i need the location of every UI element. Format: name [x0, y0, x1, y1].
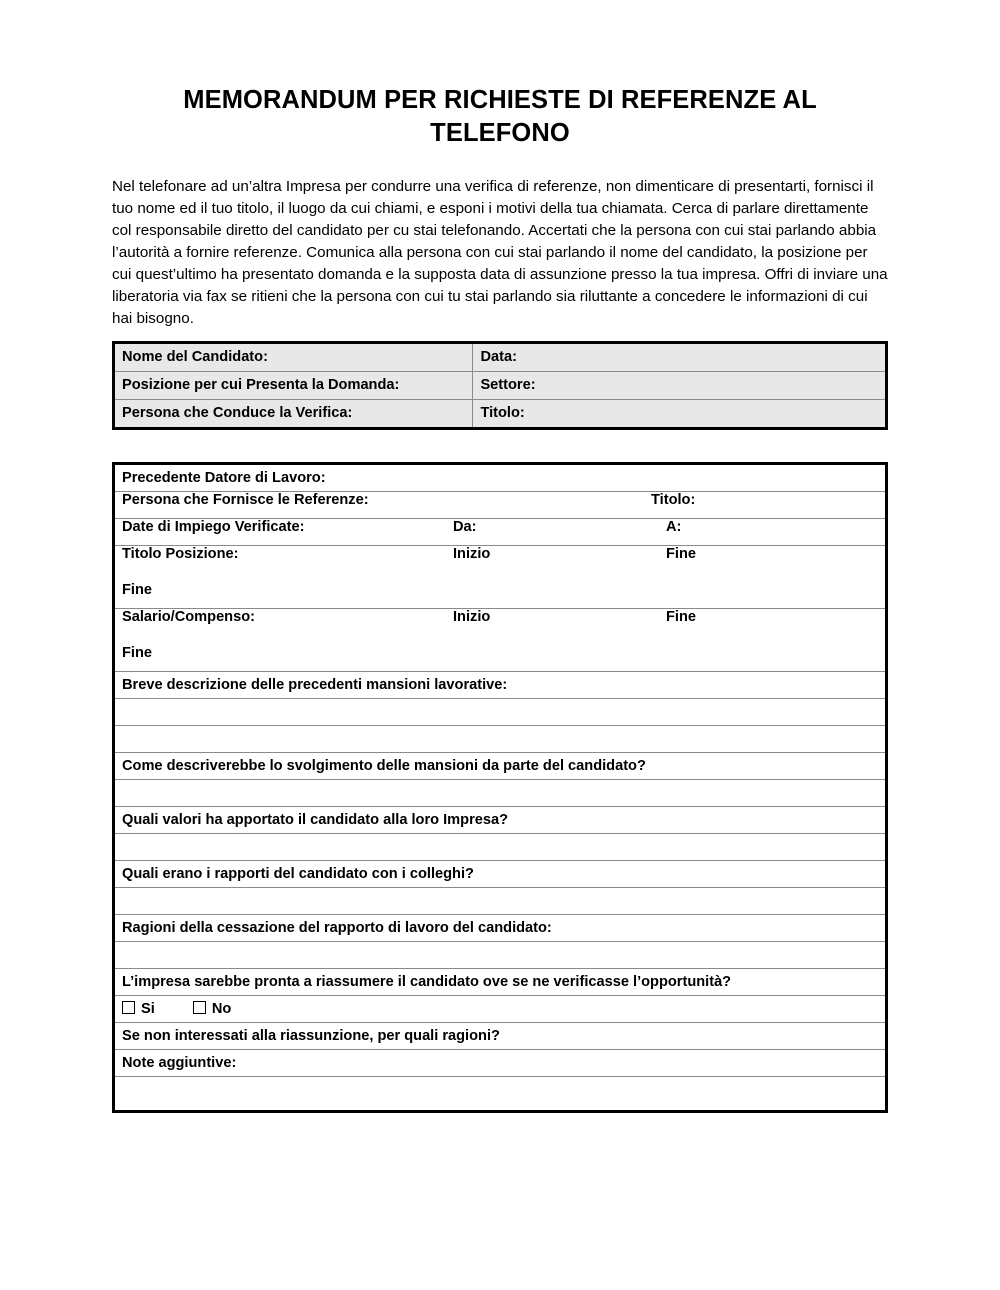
reference-person-label: Persona che Fornisce le Referenze:: [122, 491, 369, 508]
checkbox-icon[interactable]: [193, 1001, 206, 1014]
position-title-end-label: Fine: [666, 545, 696, 562]
rehire-no-option[interactable]: [193, 1001, 231, 1017]
salary-end-label: Fine: [666, 608, 696, 625]
verifier-name-label: Persona che Conduce la Verifica:: [122, 405, 353, 422]
table-row: [114, 779, 887, 806]
termination-question-label: Ragioni della cessazione del rapporto di lavoro del candidato:: [122, 919, 552, 936]
table-row: [114, 1049, 887, 1076]
no-rehire-reason-question-cell[interactable]: [114, 1022, 887, 1049]
no-rehire-reason-question-label: Se non interessati alla riassunzione, per quali ragioni?: [122, 1027, 500, 1044]
page-title: MEMORANDUM PER RICHIESTE DI REFERENZE AL TELEFONO: [183, 86, 817, 148]
table-row: [114, 752, 887, 779]
table-row: [114, 833, 887, 860]
candidate-date-label-cell[interactable]: [473, 342, 887, 371]
salary-cell[interactable]: [114, 608, 887, 671]
value-answer-line[interactable]: [114, 833, 887, 860]
table-row: [114, 399, 887, 428]
performance-answer-line[interactable]: [114, 779, 887, 806]
table-row: [114, 968, 887, 995]
termination-answer-line[interactable]: [114, 941, 887, 968]
table-row: [114, 608, 887, 671]
additional-notes-cell: [114, 1049, 887, 1076]
table-row: [114, 1076, 887, 1111]
table-row: [114, 860, 887, 887]
rehire-yes-label: Si: [141, 1000, 155, 1017]
candidate-info-table: [112, 341, 888, 430]
salary-label: Salario/Compenso:: [122, 608, 255, 625]
value-question-label: Quali valori ha apportato il candidato alla loro Impresa?: [122, 811, 509, 828]
rehire-options-cell: [114, 995, 887, 1022]
performance-question-label: Come descriverebbe lo svolgimento delle mansioni da parte del candidato?: [122, 757, 646, 774]
position-title-end-secondline-label: Fine: [122, 581, 152, 598]
rehire-yes-option[interactable]: [122, 1001, 155, 1017]
candidate-name-label-cell: [114, 342, 473, 371]
candidate-name-label: Nome del Candidato:: [122, 349, 268, 366]
termination-question-cell: [114, 914, 887, 941]
additional-notes-label: Note aggiuntive:: [122, 1054, 237, 1071]
candidate-position-label: Posizione per cui Presenta la Domanda:: [122, 377, 400, 394]
table-row: [114, 941, 887, 968]
colleagues-question-label: Quali erano i rapporti del candidato con i colleghi?: [122, 865, 474, 882]
table-row: [114, 914, 887, 941]
verifier-name-label-cell[interactable]: [114, 399, 473, 428]
reference-check-table: [112, 462, 888, 1113]
candidate-sector-label: Settore:: [480, 377, 536, 394]
reference-person-title-label: Titolo:: [651, 491, 696, 508]
rehire-no-label: No: [211, 1000, 232, 1017]
additional-notes-answer-line[interactable]: [114, 1076, 887, 1111]
table-row: [114, 806, 887, 833]
table-row: [114, 887, 887, 914]
table-row: [114, 725, 887, 752]
table-row: [114, 995, 887, 1022]
candidate-sector-label-cell[interactable]: [473, 371, 887, 399]
checkbox-icon[interactable]: [122, 1001, 135, 1014]
rehire-question-cell: [114, 968, 887, 995]
verifier-title-label: Titolo:: [480, 405, 525, 422]
salary-row: [115, 604, 885, 676]
verifier-title-label-cell[interactable]: [473, 399, 887, 428]
position-title-label: Titolo Posizione:: [122, 545, 239, 562]
salary-end-secondline-label: Fine: [122, 644, 152, 661]
table-row: [114, 342, 887, 371]
table-row: [114, 698, 887, 725]
employment-dates-from-label: Da:: [453, 518, 477, 535]
intro-paragraph: Nel telefonare ad un’altra Impresa per condurre una verifica di referenze, non dimenticare di presentarti, fornisci il tuo nome ed il tuo titolo, il luogo da cui chiami, e esponi i motivi della tua chiamata. Cerca di parlare direttamente col responsabile diretto del candidato per cu stai telefonando. Accertati che la persona con cui stai parlando abbia l’autorità a fornire referenze. Comunica alla persona con cui stai parlando il nome del candidato, la posizione per cui quest’ultimo ha presentato domanda e la supposta data di assunzione presso la tua impresa. Offri di inviare una liberatoria via fax se ritieni che la persona con cui tu stai parlando sia riluttante a concedere le informazioni di cui hai bisogno.: [112, 178, 888, 327]
position-title-row: [115, 541, 885, 613]
duties-answer-line-1[interactable]: [114, 698, 887, 725]
salary-start-label: Inizio: [453, 608, 491, 625]
employment-dates-label: Date di Impiego Verificate:: [122, 518, 305, 535]
position-title-cell[interactable]: [114, 545, 887, 608]
candidate-date-label: Data:: [480, 349, 517, 366]
table-row: [114, 1022, 887, 1049]
candidate-position-label-cell[interactable]: [114, 371, 473, 399]
colleagues-answer-line[interactable]: [114, 887, 887, 914]
performance-question-cell: [114, 752, 887, 779]
colleagues-question-cell: [114, 860, 887, 887]
table-row: [114, 545, 887, 608]
duties-question-label: Breve descrizione delle precedenti mansioni lavorative:: [122, 676, 508, 693]
previous-employer-label: Precedente Datore di Lavoro:: [122, 469, 326, 486]
value-question-cell: [114, 806, 887, 833]
position-title-start-label: Inizio: [453, 545, 491, 562]
rehire-options: [115, 996, 885, 1022]
rehire-question-label: L’impresa sarebbe pronta a riassumere il candidato ove se ne verificasse l’opportunità?: [122, 973, 732, 990]
employment-dates-to-label: A:: [666, 518, 682, 535]
duties-answer-line-2[interactable]: [114, 725, 887, 752]
table-row: [114, 371, 887, 399]
